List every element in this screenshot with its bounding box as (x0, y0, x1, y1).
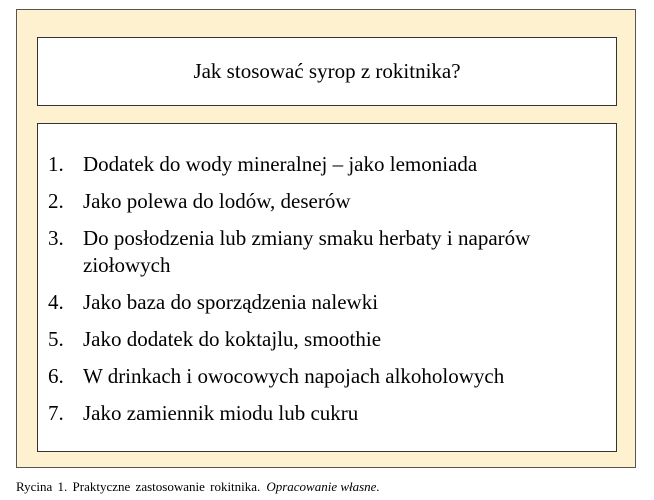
diagram-title: Jak stosować syrop z rokitnika? (193, 59, 461, 83)
list-item (48, 363, 608, 390)
item-number: 2. (48, 189, 64, 213)
title-box (37, 37, 617, 106)
item-text: Do posłodzenia lub zmiany smaku herbaty i naparów ziołowych (83, 226, 531, 277)
caption-label: Rycina 1. Praktyczne zastosowanie rokitnika. (16, 479, 261, 494)
list-item (48, 326, 608, 353)
item-number: 7. (48, 401, 64, 425)
usage-list (48, 151, 608, 437)
item-number: 6. (48, 364, 64, 388)
item-number: 3. (48, 226, 64, 250)
list-item (48, 400, 608, 427)
item-text: Jako polewa do lodów, deserów (83, 189, 351, 213)
item-number: 1. (48, 152, 64, 176)
caption-source: Opracowanie własne. (266, 479, 380, 494)
item-text: W drinkach i owocowych napojach alkoholowych (83, 364, 505, 388)
item-text: Jako zamiennik miodu lub cukru (83, 401, 359, 425)
list-item (48, 151, 608, 178)
item-text: Jako dodatek do koktajlu, smoothie (83, 327, 382, 351)
list-item (48, 225, 608, 279)
list-item (48, 289, 608, 316)
list-box (37, 123, 617, 452)
list-item (48, 188, 608, 215)
diagram-frame (16, 9, 636, 468)
item-text: Jako baza do sporządzenia nalewki (83, 290, 379, 314)
item-number: 4. (48, 290, 64, 314)
item-text: Dodatek do wody mineralnej – jako lemoniada (83, 152, 478, 176)
item-number: 5. (48, 327, 64, 351)
figure-caption (16, 480, 380, 493)
